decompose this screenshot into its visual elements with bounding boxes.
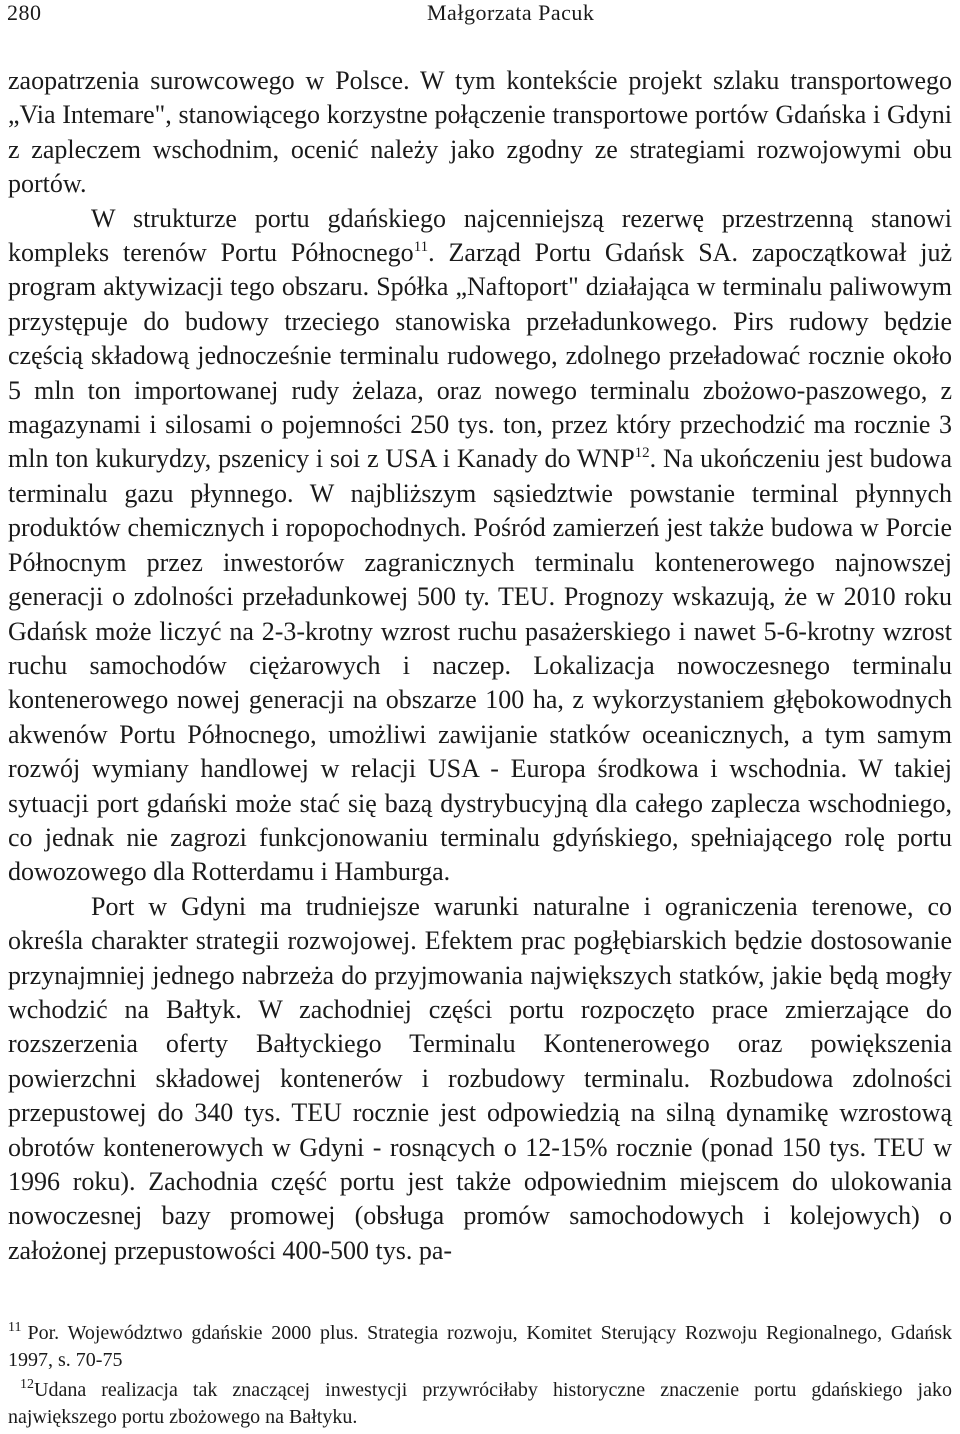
- paragraph-3-text: Port w Gdyni ma trudniejsze warunki naturalne i ograniczenia terenowe, co określa charakter strategii rozwojowej. Efektem prac pogłębiarskich będzie dostosowanie przynajmniej jednego nabrzeża do przyjmowania największych statków, jakie będą mogły wchodzić na Bałtyk. W zachodniej części portu rozpoczęto prace zmierzające do rozszerzenia oferty Bałtyckiego Terminalu Kontenerowego oraz powiększenia powierzchni składowej kontenerów i rozbudowy terminalu. Rozbudowa zdolności przepustowej do 340 tys. TEU rocznie jest odpowiedzią na silną dynamikę wzrostową obrotów kontenerowych w Gdyni - rosnących o 12-15% rocznie (ponad 150 tys. TEU w 1996 roku). Zachodnia część portu jest także odpowiednim miejscem do ulokowania nowoczesnej bazy promowej (obsługa promów samochodowych i kolejowych) o założonej przepustowości 400-500 tys. pa-: [8, 891, 952, 1265]
- page-number: 280: [7, 0, 42, 25]
- paragraph-2-text-c: . Na ukończeniu jest budowa terminalu gazu płynnego. W najbliższym sąsiedztwie powstanie terminal płynnych produktów chemicznych i ropopochodnych. Pośród zamierzeń jest także budowa w Porcie Północnym przez inwestorów zagranicznych terminalu kontenerowego najnowszej generacji o zdolności przeładunkowej 500 ty. TEU. Prognozy wskazują, że w 2010 roku Gdańsk może liczyć na 2-3-krotny wzrost ruchu pasażerskiego i nawet 5-6-krotny wzrost ruchu samochodów ciężarowych i naczep. Lokalizacja nowoczesnego terminalu kontenerowego nowej generacji na obszarze 100 ha, z wykorzystaniem głębokowodnych akwenów Portu Północnego, umożliwi zawijanie statków oceanicznych, a tym samym rozwój wymiany handlowej w relacji USA - Europa środkowa i wschodnia. W takiej sytuacji port gdański może stać się bazą dystrybucyjną dla całego zaplecza wschodniego, co jednak nie zagrozi funkcjonowaniu terminalu gdyńskiego, spełniającego rolę portu dowozowego dla Rotterdamu i Hamburga.: [8, 444, 952, 887]
- paragraph-2-text-a: W strukturze portu gdańskiego najcenniejszą rezerwę przestrzenną stanowi kompleks terenów Portu Północnego: [8, 203, 952, 268]
- footnote-ref-11: 11: [413, 239, 429, 256]
- body-text: [8, 64, 952, 1268]
- paragraph-1: [8, 64, 952, 202]
- footnotes: [8, 1320, 952, 1434]
- footnote-12-text: Udana realizacja tak znaczącej inwestycji przywróciłaby historyczne znaczenie portu gdańskiego jako największego portu zbożowego na Bałtyku.: [8, 1379, 952, 1428]
- running-head: Małgorzata Pacuk: [427, 0, 595, 25]
- paragraph-1-text: zaopatrzenia surowcowego w Polsce. W tym kontekście projekt szlaku transportowego „Via Intemare", stanowiącego korzystne połączenie transportowe portów Gdańska i Gdyni z zapleczem wschodnim, ocenić należy jako zgodny ze strategiami rozwojowymi obu portów.: [8, 66, 952, 199]
- paragraph-2-text-b: . Zarząd Portu Gdańsk SA. zapoczątkował już program aktywizacji tego obszaru. Spółka „Naftoport" działająca w terminalu paliwowym przystępuje do budowy trzeciego stanowiska przeładunkowego. Pirs rudowy będzie częścią składową jednocześnie terminalu rudowego, zdolnego przeładować rocznie około 5 mln ton importowanej rudy żelaza, oraz nowego terminalu zbożowo-paszowego, z magazynami i silosami o pojemności 250 tys. ton, przez który przechodzić ma rocznie 3 mln ton kukurydzy, pszenicy i soi z USA i Kanady do WNP: [8, 238, 952, 474]
- footnote-11-text: Por. Województwo gdańskie 2000 plus. Strategia rozwoju, Komitet Sterujący Rozwoju Regionalnego, Gdańsk 1997, s. 70-75: [8, 1322, 952, 1371]
- page-header: [0, 0, 960, 40]
- footnote-11: [8, 1320, 952, 1374]
- footnote-11-mark: 11: [8, 1320, 22, 1335]
- paragraph-2: [8, 202, 952, 890]
- paragraph-3: [8, 890, 952, 1268]
- footnote-12: [8, 1377, 952, 1431]
- footnote-12-mark: 12: [20, 1377, 34, 1392]
- footnote-ref-12: 12: [634, 445, 650, 462]
